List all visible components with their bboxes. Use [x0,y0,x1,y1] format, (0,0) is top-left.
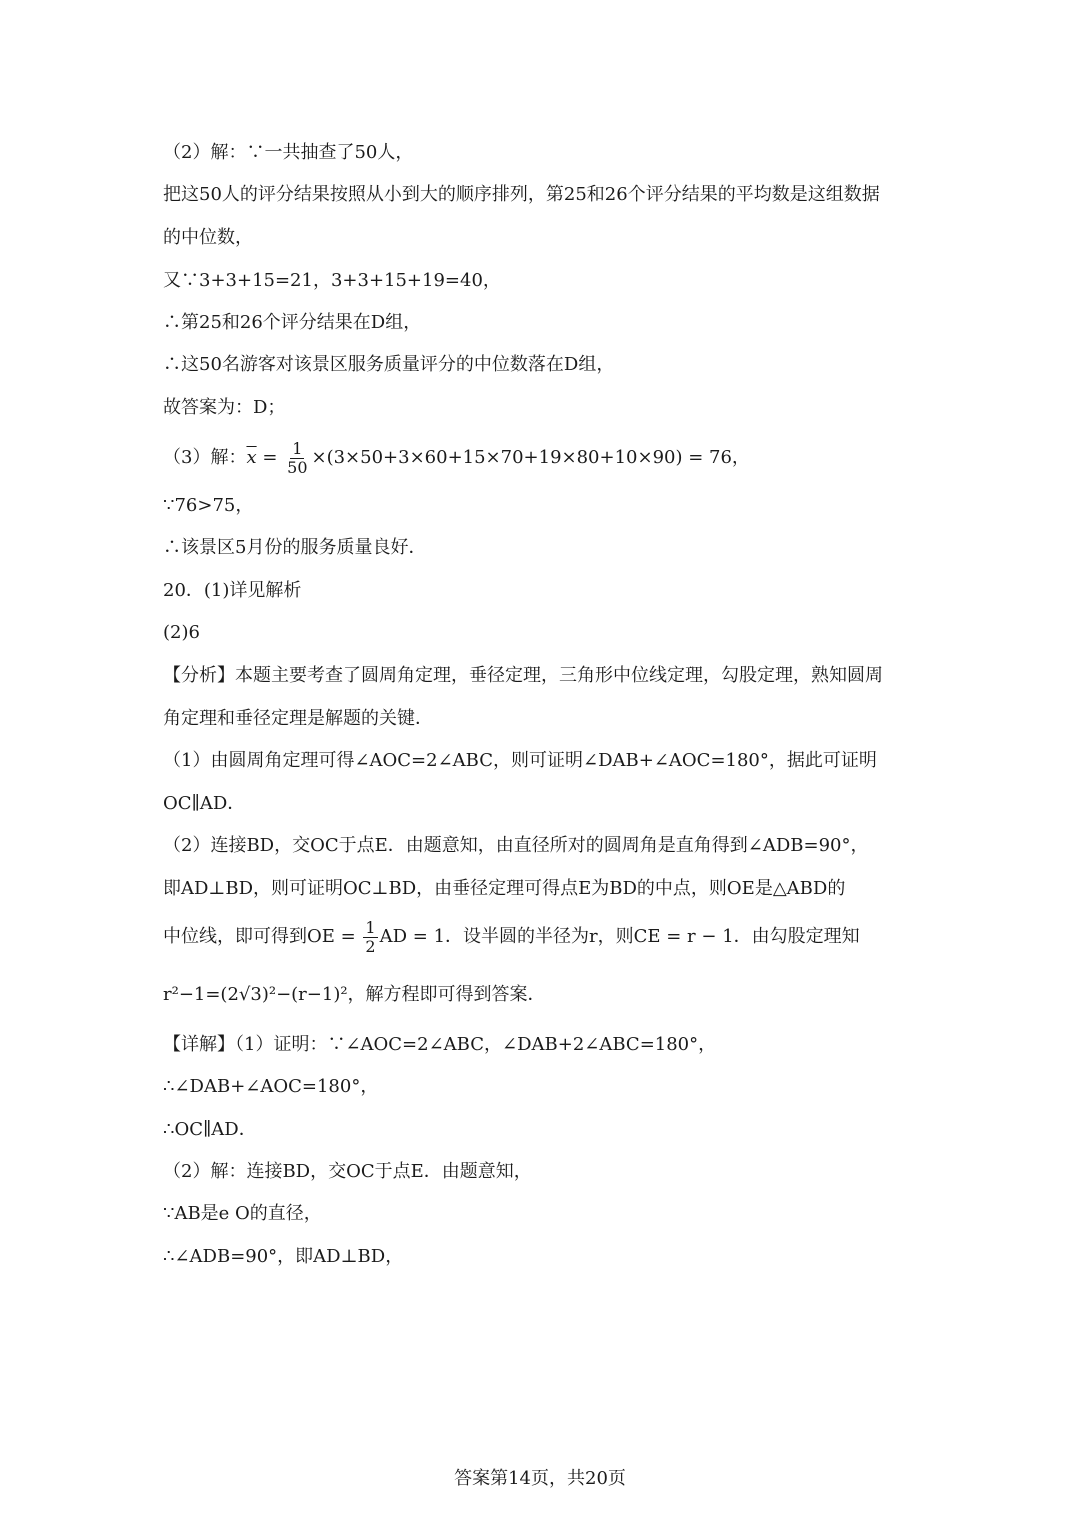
midline-formula-line [163,915,923,959]
x-bar-symbol: $\overline{x}$ [246,447,257,468]
text-line: 把这50人的评分结果按照从小到大的顺序排列，第25和26个评分结果的平均数是这组数据 [163,184,880,205]
text-line: ∴该景区5月份的服务质量良好． [163,537,427,558]
text-line: 角定理和垂径定理是解题的关键． [163,708,433,729]
text-line: r²−1=(2√3)²−(r−1)²，解方程即可得到答案． [163,984,546,1005]
fraction-numerator: 1 [365,917,376,937]
text-line: 的中位数， [163,227,253,248]
text-line: OC∥AD． [163,793,246,814]
text-line: ∴OC∥AD． [163,1119,257,1140]
text-line: ∵76>75， [163,495,254,516]
fraction-denominator: 50 [287,457,308,477]
detail-heading: 【详解】（1）证明：∵∠AOC=2∠ABC，∠DAB+2∠ABC=180°， [163,1034,717,1055]
fraction-numerator: 1 [292,438,303,458]
mean-formula-line [163,438,923,478]
text-line: ∵AB是e O的直径， [163,1203,322,1224]
mean-prefix: （3）解： [163,447,247,468]
midline-prefix: 中位线，即可得到OE = [163,926,362,947]
text-line: ∴第25和26个评分结果在D组， [163,312,422,333]
text-line: ∴∠DAB+∠AOC=180°， [163,1076,379,1097]
text-line: （2）解：连接BD，交OC于点E．由题意知， [163,1161,532,1182]
text-line: 即AD⊥BD，则可证明OC⊥BD，由垂径定理可得点E为BD的中点，则OE是△ABD的 [163,878,846,899]
text-line: （2）连接BD，交OC于点E．由题意知，由直径所对的圆周角是直角得到∠ADB=90°， [163,835,869,856]
text-line: 又∵3+3+15=21，3+3+15+19=40， [163,270,501,291]
mean-expression: ×(3×50+3×60+15×70+19×80+10×90) = 76， [311,447,750,468]
text-line: (2)6 [163,622,200,643]
question-20-header: 20．(1)详见解析 [163,580,302,601]
text-line: ∴∠ADB=90°，即AD⊥BD， [163,1246,404,1267]
text-line: （2）解：∵一共抽查了50人， [163,142,414,163]
fraction-one-half [363,919,377,956]
text-line: 故答案为：D； [163,397,286,418]
fraction-one-fiftieth [285,440,309,477]
equals-sign: = [256,447,284,468]
page-footer: 答案第14页，共20页 [454,1468,626,1489]
text-line: （1）由圆周角定理可得∠AOC=2∠ABC，则可证明∠DAB+∠AOC=180°，据此可证明 [163,750,877,771]
analysis-heading: 【分析】本题主要考查了圆周角定理，垂径定理，三角形中位线定理，勾股定理，熟知圆周 [163,665,883,686]
midline-expression: AD = 1．设半圆的半径为r，则CE = r − 1．由勾股定理知 [379,926,860,947]
fraction-denominator: 2 [365,936,376,956]
text-line: ∴这50名游客对该景区服务质量评分的中位数落在D组， [163,354,615,375]
